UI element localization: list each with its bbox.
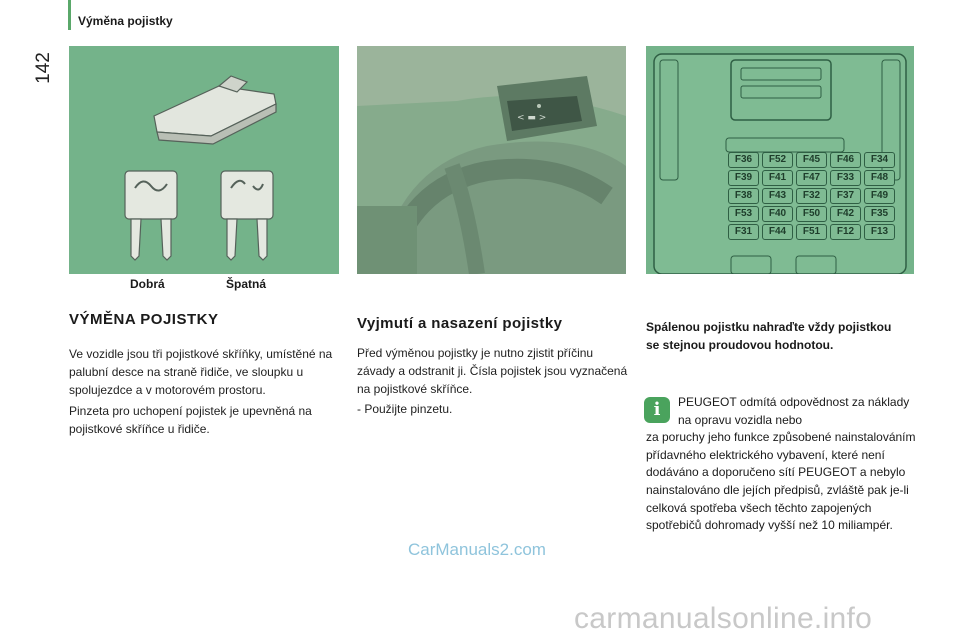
center-watermark: CarManuals2.com xyxy=(408,540,546,559)
fuse-puller-and-fuses-drawing xyxy=(69,46,339,274)
fuse-slot: F44 xyxy=(762,224,793,240)
bad-fuse-caption: Špatná xyxy=(226,277,267,291)
info-icon: i xyxy=(644,397,670,423)
page-number: 142 xyxy=(33,52,54,84)
fuse-slot: F31 xyxy=(728,224,759,240)
fuse-slot: F13 xyxy=(864,224,895,240)
fuse-slot: F43 xyxy=(762,188,793,204)
fuse-slot: F32 xyxy=(796,188,827,204)
main-heading: VÝMĚNA POJISTKY xyxy=(69,311,219,328)
good-fuse-caption: Dobrá xyxy=(130,277,165,291)
fuse-slot: F12 xyxy=(830,224,861,240)
warranty-notice-first: PEUGEOT odmítá odpovědnost za náklady na opravu vozidla nebo xyxy=(678,395,910,427)
svg-text:< ▬ >: < ▬ > xyxy=(517,113,547,123)
fuse-slot: F37 xyxy=(830,188,861,204)
section-title: Výměna pojistky xyxy=(78,14,173,28)
tweezers-paragraph: Pinzeta pro uchopení pojistek je upevněná na pojistkové skříňce u řidiče. xyxy=(69,404,312,436)
fuse-slot: F42 xyxy=(830,206,861,222)
fuse-slot: F47 xyxy=(796,170,827,186)
fuse-slot: F39 xyxy=(728,170,759,186)
fuse-slot: F46 xyxy=(830,152,861,168)
steering-wheel-drawing xyxy=(357,46,626,274)
section-accent-bar xyxy=(68,0,71,30)
fusebox-location-illustration xyxy=(357,46,626,274)
fuse-slot: F53 xyxy=(728,206,759,222)
fuse-slot: F33 xyxy=(830,170,861,186)
fuse-slot: F49 xyxy=(864,188,895,204)
intro-paragraph: Ve vozidle jsou tři pojistkové skříňky, umístěné na palubní desce na straně řidiče, ve sloupku u spolujezdce a v motorovém prostoru. xyxy=(69,347,333,397)
tweezers-instruction: - Použijte pinzetu. xyxy=(357,402,453,416)
removal-paragraph: Před výměnou pojistky je nutno zjistit příčinu závady a odstranit ji. Čísla pojistek jsou vyznačená na pojistkové skříňce. xyxy=(357,346,628,396)
fuse-slot: F40 xyxy=(762,206,793,222)
bad-fuse xyxy=(221,171,273,260)
fuse-slot: F36 xyxy=(728,152,759,168)
fuse-slot: F50 xyxy=(796,206,827,222)
fuse-slot: F51 xyxy=(796,224,827,240)
fuse-illustration xyxy=(69,46,339,274)
fuse-slot: F34 xyxy=(864,152,895,168)
warranty-notice-rest: za poruchy jeho funkce způsobené nainstalováním přídavného elektrického vybavení, které není dodáváno a doporučeno sítí PEUGEOT a nebylo nainstalováno dle jejích předpisů, zvláště pak je-li celková spotřeba všech těchto zapojených spotřebičů dohromady vyšší než 10 miliampér. xyxy=(646,430,916,533)
warranty-notice xyxy=(646,394,922,535)
replacement-note: Spálenou pojistku nahraďte vždy pojistkou se stejnou proudovou hodnotou. xyxy=(646,320,892,352)
fuse-slot: F41 xyxy=(762,170,793,186)
good-fuse xyxy=(125,171,177,260)
fuse-slot: F52 xyxy=(762,152,793,168)
fuse-box-diagram xyxy=(646,46,914,274)
fuse-slot: F38 xyxy=(728,188,759,204)
sub-heading: Vyjmutí a nasazení pojistky xyxy=(357,315,563,332)
fuse-slot: F35 xyxy=(864,206,895,222)
fuse-slot: F48 xyxy=(864,170,895,186)
fuse-slot: F45 xyxy=(796,152,827,168)
footer-watermark: carmanualsonline.info xyxy=(574,602,873,635)
